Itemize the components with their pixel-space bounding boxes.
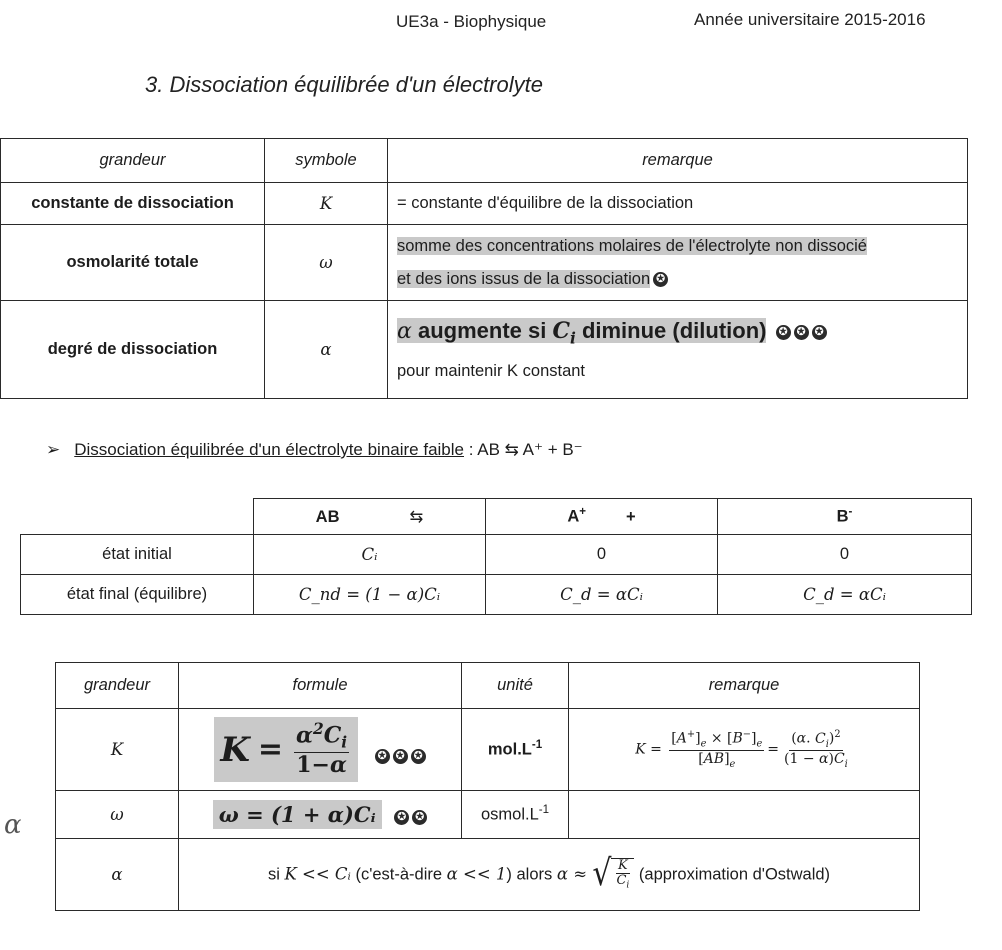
course-name: UE3a - Biophysique [396, 12, 547, 31]
remark-cell: K = $\frac{[A^+]_e \times [B^-]_e}{[AB]_e}$ = $\frac{(\alpha. C_i)^2}{(1 - \alpha)C_i}$ [569, 709, 920, 791]
highlighted-text: et des ions issus de la dissociation [397, 269, 651, 288]
star-icon: ✪ [812, 325, 827, 340]
table-row [56, 839, 920, 911]
state-label: état final (équilibre) [21, 575, 254, 615]
header-a-plus: A+ + [486, 499, 718, 535]
header-grandeur: grandeur [56, 663, 179, 709]
header-remarque: remarque [388, 139, 968, 183]
grandeur-cell: K [56, 709, 179, 791]
star-icon: ✪ [393, 749, 408, 764]
equilibrium-table [20, 498, 972, 615]
grandeur-cell: osmolarité totale [1, 225, 265, 301]
remark-note: pour maintenir K constant [397, 361, 586, 380]
header-formule: formule [179, 663, 462, 709]
star-icon: ✪ [653, 272, 668, 287]
remark-cell [569, 791, 920, 839]
omega-formula: ω = (1 + α)Cᵢ [213, 800, 382, 829]
grandeur-cell: α [56, 839, 179, 911]
a-value: 0 [486, 535, 718, 575]
highlighted-text: α augmente si $C_i$ diminue (dilution) [397, 318, 767, 348]
ab-value: Cᵢ [254, 535, 486, 575]
formula-cell [179, 709, 462, 791]
a-value: C_d = αCᵢ [486, 575, 718, 615]
academic-year: Année universitaire 2015-2016 [694, 10, 926, 29]
section-title: 3. Dissociation équilibrée d'un électrolyte [145, 72, 543, 97]
star-icon: ✪ [794, 325, 809, 340]
state-label: état initial [21, 535, 254, 575]
handwritten-note: α [4, 810, 22, 840]
approximation-cell: si K << Cᵢ (c'est-à-dire α << 1) alors α ≈ √ $\frac{K}{C_i}$ (approximation d'Ostwald) [179, 839, 920, 911]
table-row [1, 183, 968, 225]
b-value: C_d = αCᵢ [718, 575, 972, 615]
table-header-row [21, 499, 972, 535]
header-grandeur: grandeur [1, 139, 265, 183]
unit-cell: $mol.L^{-1}$ [462, 709, 569, 791]
ab-value: C_nd = (1 − α)Cᵢ [254, 575, 486, 615]
bullet-heading: Dissociation équilibrée d'un électrolyte binaire faible [74, 440, 464, 459]
symbol-cell: K [265, 183, 388, 225]
header-symbole: symbole [265, 139, 388, 183]
table-row [21, 535, 972, 575]
remark-cell [388, 225, 968, 301]
table-row [1, 225, 968, 301]
table-row [56, 791, 920, 839]
empty-cell [21, 499, 254, 535]
formulas-table [55, 662, 920, 911]
b-value: 0 [718, 535, 972, 575]
remark-cell: = constante d'équilibre de la dissociation [388, 183, 968, 225]
grandeur-cell: constante de dissociation [1, 183, 265, 225]
arrow-bullet-icon: ➢ [46, 440, 61, 459]
star-icon: ✪ [375, 749, 390, 764]
header-remarque: remarque [569, 663, 920, 709]
grandeur-cell: degré de dissociation [1, 301, 265, 399]
remark-cell [388, 301, 968, 399]
grandeur-cell: ω [56, 791, 179, 839]
sqrt-symbol: √ $\frac{K}{C_i}$ [592, 858, 634, 892]
star-icon: ✪ [394, 810, 409, 825]
table-row [1, 301, 968, 399]
header-unite: unité [462, 663, 569, 709]
star-icon: ✪ [411, 749, 426, 764]
quantities-table [0, 138, 968, 399]
k-formula: K = $\frac{\alpha^2C_i}{1-\alpha}$ [214, 717, 358, 783]
table-row [21, 575, 972, 615]
equilibrium-arrow-icon: ⇆ [409, 507, 424, 526]
star-icon: ✪ [412, 810, 427, 825]
formula-cell [179, 791, 462, 839]
star-icon: ✪ [776, 325, 791, 340]
table-header-row [56, 663, 920, 709]
unit-cell: $osmol.L^{-1}$ [462, 791, 569, 839]
header-ab: AB ⇆ [254, 499, 486, 535]
highlighted-text: somme des concentrations molaires de l'électrolyte non dissocié [397, 236, 867, 255]
header-b-minus: B- [718, 499, 972, 535]
symbol-cell: α [265, 301, 388, 399]
bullet-line [46, 440, 583, 460]
symbol-cell: ω [265, 225, 388, 301]
table-header-row [1, 139, 968, 183]
table-row [56, 709, 920, 791]
reaction-equation: : AB ⇆ A⁺ + B⁻ [464, 440, 583, 459]
